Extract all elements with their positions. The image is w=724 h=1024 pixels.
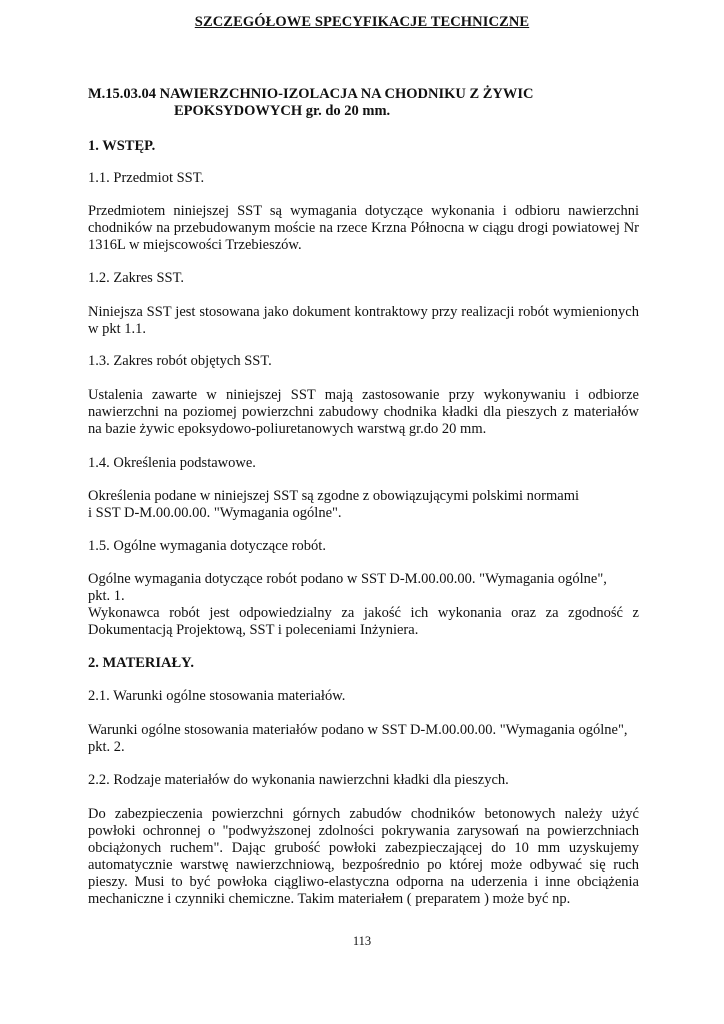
document-title-line2: EPOKSYDOWYCH gr. do 20 mm. (174, 103, 391, 119)
s1-5-text-line2: pkt. 1. (88, 588, 125, 604)
header-title: SZCZEGÓŁOWE SPECYFIKACJE TECHNICZNE (194, 14, 530, 30)
section2-heading: 2. MATERIAŁY. (88, 655, 194, 671)
s2-2-heading: 2.2. Rodzaje materiałów do wykonania nawierzchni kładki dla pieszych. (88, 772, 509, 788)
s2-1-text-line1: Warunki ogólne stosowania materiałów podano w SST D-M.00.00.00. "Wymagania ogólne", (88, 722, 628, 738)
s2-2-text: Do zabezpieczenia powierzchni górnych zabudów chodników betonowych należy użyć powłoki ochronnej o "podwyższonej zdolności pokrywania zarysowań na powierzchniach obciążonych ruchem". Dając grubość powłoki zabezpieczającej do 10 mm uzyskujemy automatycznie warstwę nawierzchniową, bezpośrednio po której może odbywać się ruch pieszy. Musi to być powłoka ciągliwo-elastyczna odporna na uderzenia i inne obciążenia mechaniczne i czynniki chemiczne. Takim materiałem ( preparatem ) może być np. (88, 806, 639, 907)
s1-3-heading: 1.3. Zakres robót objętych SST. (88, 353, 272, 369)
s2-1-text-line2: pkt. 2. (88, 739, 125, 755)
s1-3-text: Ustalenia zawarte w niniejszej SST mają zastosowanie przy wykonywaniu i odbiorze nawierzchni na poziomej powierzchni zabudowy chodnika kładki dla pieszych z materiałów na bazie żywic epoksydowo-poliuretanowych warstwą gr.do 20 mm. (88, 387, 639, 437)
s1-1-heading: 1.1. Przedmiot SST. (88, 170, 205, 186)
s1-5-heading: 1.5. Ogólne wymagania dotyczące robót. (88, 538, 326, 554)
s1-4-text-line2: i SST D-M.00.00.00. "Wymagania ogólne". (88, 505, 342, 521)
s1-1-text: Przedmiotem niniejszej SST są wymagania dotyczące wykonania i odbioru nawierzchni chodników na przebudowanym moście na rzece Krzna Północna w ciągu drogi powiatowej Nr 1316L w miejscowości Trzebieszów. (88, 203, 639, 253)
section1-heading: 1. WSTĘP. (88, 138, 156, 154)
document-title-line1: M.15.03.04 NAWIERZCHNIO-IZOLACJA NA CHODNIKU Z ŻYWIC (88, 86, 534, 102)
s1-2-heading: 1.2. Zakres SST. (88, 270, 184, 286)
document-title (88, 86, 534, 120)
s1-2-text: Niniejsza SST jest stosowana jako dokument kontraktowy przy realizacji robót wymienionych w pkt 1.1. (88, 304, 639, 337)
s2-1-heading: 2.1. Warunki ogólne stosowania materiałów. (88, 688, 346, 704)
s1-4-text-line1: Określenia podane w niniejszej SST są zgodne z obowiązującymi polskimi normami (88, 488, 580, 504)
s1-5-text-line1: Ogólne wymagania dotyczące robót podano w SST D-M.00.00.00. "Wymagania ogólne", (88, 571, 607, 587)
s1-4-heading: 1.4. Określenia podstawowe. (88, 455, 256, 471)
s1-5-text2: Wykonawca robót jest odpowiedzialny za jakość ich wykonania oraz za zgodność z Dokumentacją Projektową, SST i poleceniami Inżyniera. (88, 605, 639, 638)
page-number: 113 (352, 934, 372, 948)
